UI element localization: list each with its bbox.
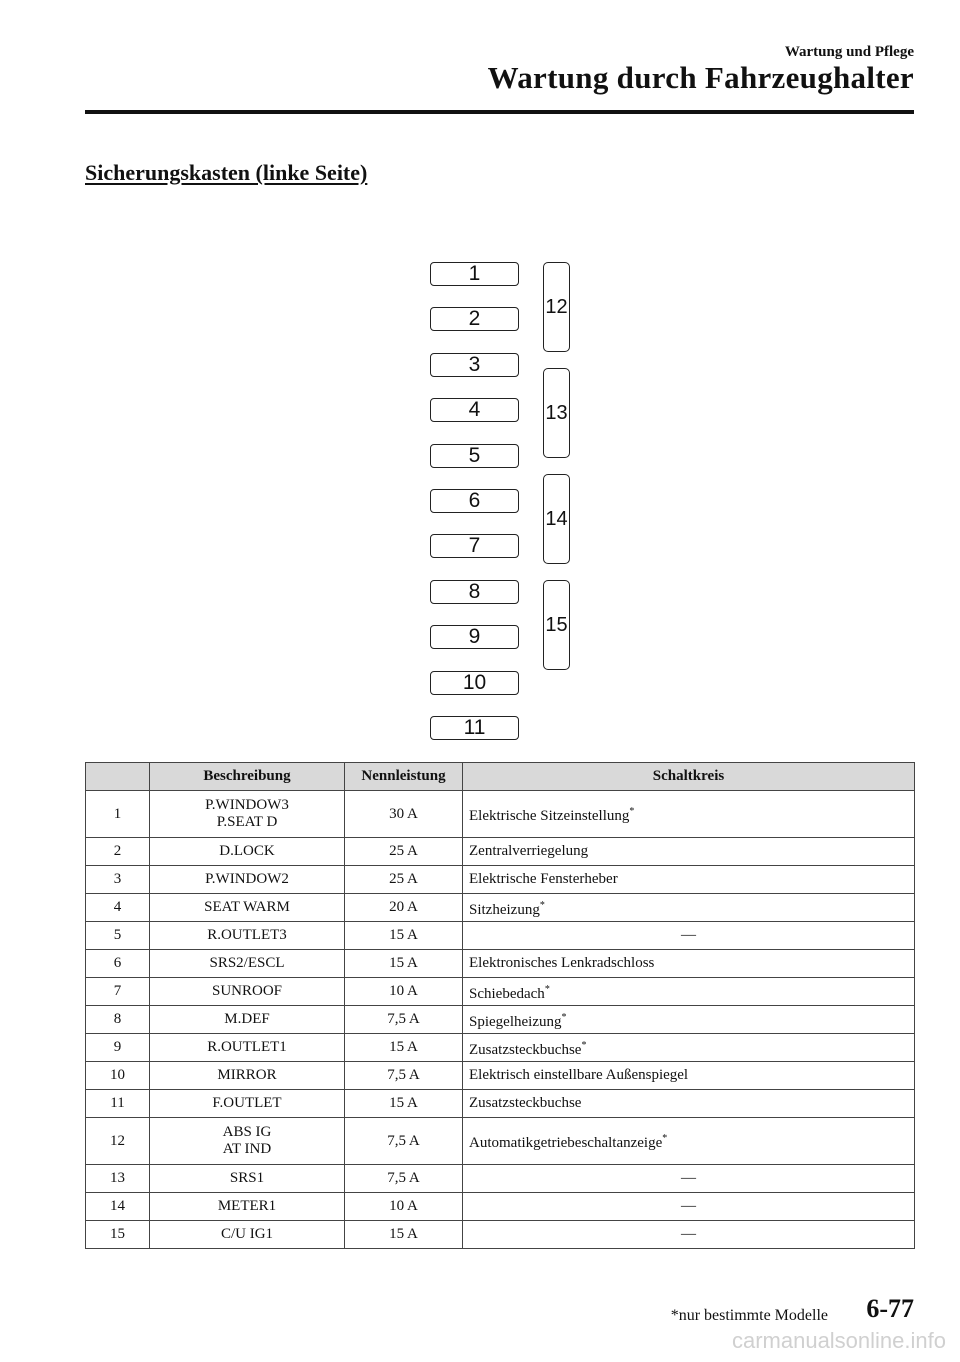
- fuse-table-body: [86, 791, 915, 1249]
- fuse-description: [150, 791, 345, 838]
- fuse-number: 5: [86, 922, 150, 950]
- fuse-description: [150, 1006, 345, 1034]
- table-row: [86, 1062, 915, 1090]
- fuse-5: 5: [430, 444, 519, 468]
- description-line: P.WINDOW2: [205, 871, 289, 887]
- fuse-rating: 15 A: [345, 922, 463, 950]
- circuit-label: Zusatzsteckbuchse: [469, 1095, 582, 1111]
- table-row: [86, 791, 915, 838]
- fuse-number: 14: [86, 1193, 150, 1221]
- circuit-label: Elektronisches Lenkradschloss: [469, 955, 655, 971]
- fuse-4: 4: [430, 398, 519, 422]
- table-row: [86, 866, 915, 894]
- page-number: 6-77: [866, 1294, 914, 1323]
- circuit-label: —: [681, 1198, 696, 1214]
- fuse-number: 15: [86, 1221, 150, 1249]
- footnote-marker: *: [581, 1039, 587, 1051]
- circuit-label: —: [681, 927, 696, 943]
- fuse-number: 2: [86, 838, 150, 866]
- fuse-circuit: [463, 922, 915, 950]
- circuit-label: Schiebedach: [469, 985, 545, 1002]
- fuse-rating: 7,5 A: [345, 1118, 463, 1165]
- fuse-11: 11: [430, 716, 519, 740]
- fuse-description: [150, 1034, 345, 1062]
- fuse-number: 1: [86, 791, 150, 838]
- fuse-rating: 15 A: [345, 950, 463, 978]
- fuse-number: 8: [86, 1006, 150, 1034]
- fuse-rating: 10 A: [345, 978, 463, 1006]
- description-line: AT IND: [222, 1141, 272, 1157]
- description-line: R.OUTLET3: [207, 927, 287, 943]
- fuse-circuit: [463, 1221, 915, 1249]
- fuse-circuit: [463, 866, 915, 894]
- fuse-14: 14: [543, 474, 570, 564]
- fuse-circuit: [463, 1090, 915, 1118]
- fuse-description: [150, 922, 345, 950]
- circuit-label: Elektrisch einstellbare Außenspiegel: [469, 1067, 689, 1083]
- fuse-description: [150, 978, 345, 1006]
- description-line: P.SEAT D: [216, 814, 278, 830]
- circuit-label: Sitzheizung: [469, 901, 540, 918]
- fuse-description: [150, 838, 345, 866]
- fuse-description: [150, 1165, 345, 1193]
- description-line: SUNROOF: [211, 983, 283, 999]
- circuit-label: Elektrische Fensterheber: [469, 871, 618, 887]
- fuse-circuit: [463, 1062, 915, 1090]
- fuse-rating: 10 A: [345, 1193, 463, 1221]
- circuit-label: Elektrische Sitzeinstellung: [469, 808, 630, 824]
- footnote-marker: *: [629, 806, 635, 817]
- fuse-rating: 7,5 A: [345, 1165, 463, 1193]
- fuse-13: 13: [543, 368, 570, 458]
- table-row: [86, 1165, 915, 1193]
- fuse-number: 4: [86, 894, 150, 922]
- section-title: Sicherungskasten (linke Seite): [85, 160, 368, 185]
- description-line: ABS IG: [222, 1124, 272, 1140]
- fuse-2: 2: [430, 307, 519, 331]
- table-row: [86, 1006, 915, 1034]
- header-rating: Nennleistung: [345, 763, 463, 791]
- description-line: SRS1: [229, 1170, 265, 1186]
- fuse-circuit: [463, 1165, 915, 1193]
- circuit-label: Zentralverriegelung: [469, 843, 589, 859]
- fuse-10: 10: [430, 671, 519, 695]
- fuse-3: 3: [430, 353, 519, 377]
- circuit-label: —: [681, 1170, 696, 1186]
- circuit-label: Zusatzsteckbuchse: [469, 1041, 582, 1058]
- table-row: [86, 1118, 915, 1165]
- table-row: [86, 1193, 915, 1221]
- fuse-description: [150, 1062, 345, 1090]
- fuse-9: 9: [430, 625, 519, 649]
- header-section-label: Wartung und Pflege: [784, 44, 914, 60]
- fuse-rating: 25 A: [345, 866, 463, 894]
- fuse-circuit: [463, 1006, 915, 1034]
- footnote-marker: *: [662, 1133, 668, 1144]
- footnote-marker: *: [544, 983, 550, 995]
- footnote-marker: *: [539, 899, 545, 911]
- fuse-circuit: [463, 1034, 915, 1062]
- fuse-circuit: [463, 791, 915, 838]
- fuse-8: 8: [430, 580, 519, 604]
- description-line: D.LOCK: [219, 843, 275, 859]
- footnote: *nur bestimmte Modelle: [670, 1307, 828, 1324]
- fuse-number: 7: [86, 978, 150, 1006]
- fuse-circuit: [463, 838, 915, 866]
- description-line: P.WINDOW3: [205, 797, 289, 813]
- fuse-description: [150, 950, 345, 978]
- fuse-rating: 7,5 A: [345, 1062, 463, 1090]
- description-line: F.OUTLET: [212, 1095, 282, 1111]
- fuse-circuit: [463, 1193, 915, 1221]
- fuse-table: [85, 762, 915, 1249]
- fuse-number: 6: [86, 950, 150, 978]
- fuse-rating: 15 A: [345, 1034, 463, 1062]
- table-row: [86, 1090, 915, 1118]
- table-row: [86, 922, 915, 950]
- table-row: [86, 1221, 915, 1249]
- fuse-circuit: [463, 894, 915, 922]
- fuse-description: [150, 894, 345, 922]
- table-row: [86, 894, 915, 922]
- fuse-description: [150, 1221, 345, 1249]
- header-circuit: Schaltkreis: [463, 763, 915, 791]
- fuse-circuit: [463, 978, 915, 1006]
- page-header-title: Wartung durch Fahrzeughalter: [487, 60, 914, 95]
- fuse-number: 13: [86, 1165, 150, 1193]
- fuse-rating: 30 A: [345, 791, 463, 838]
- description-line: METER1: [217, 1198, 277, 1214]
- header-rule: [85, 110, 914, 114]
- table-row: [86, 838, 915, 866]
- description-line: SEAT WARM: [204, 899, 290, 915]
- fuse-description: [150, 1118, 345, 1165]
- fuse-number: 10: [86, 1062, 150, 1090]
- fuse-number: 3: [86, 866, 150, 894]
- fuse-7: 7: [430, 534, 519, 558]
- table-row: [86, 978, 915, 1006]
- fuse-rating: 15 A: [345, 1221, 463, 1249]
- description-line: SRS2/ESCL: [209, 955, 285, 971]
- fuse-description: [150, 1193, 345, 1221]
- description-line: MIRROR: [217, 1067, 277, 1083]
- fuse-rating: 7,5 A: [345, 1006, 463, 1034]
- fuse-number: 9: [86, 1034, 150, 1062]
- table-row: [86, 1034, 915, 1062]
- fuse-12: 12: [543, 262, 570, 352]
- fuse-description: [150, 866, 345, 894]
- table-row: [86, 950, 915, 978]
- circuit-label: —: [681, 1226, 696, 1242]
- circuit-label: Automatikgetriebeschaltanzeige: [469, 1135, 663, 1151]
- watermark: carmanualsonline.info: [731, 1328, 946, 1353]
- description-line: C/U IG1: [220, 1226, 274, 1242]
- fuse-6: 6: [430, 489, 519, 513]
- description-line: M.DEF: [224, 1011, 270, 1027]
- circuit-label: Spiegelheizung: [469, 1013, 562, 1030]
- fuse-rating: 25 A: [345, 838, 463, 866]
- header-description: Beschreibung: [150, 763, 345, 791]
- fuse-1: 1: [430, 262, 519, 286]
- fuse-15: 15: [543, 580, 570, 670]
- description-line: R.OUTLET1: [207, 1039, 287, 1055]
- table-header-row: [86, 763, 915, 791]
- fuse-rating: 20 A: [345, 894, 463, 922]
- footnote-marker: *: [561, 1011, 567, 1023]
- fuse-description: [150, 1090, 345, 1118]
- fuse-circuit: [463, 950, 915, 978]
- header-number: [86, 763, 150, 791]
- fuse-number: 11: [86, 1090, 150, 1118]
- fuse-rating: 15 A: [345, 1090, 463, 1118]
- fuse-number: 12: [86, 1118, 150, 1165]
- fuse-circuit: [463, 1118, 915, 1165]
